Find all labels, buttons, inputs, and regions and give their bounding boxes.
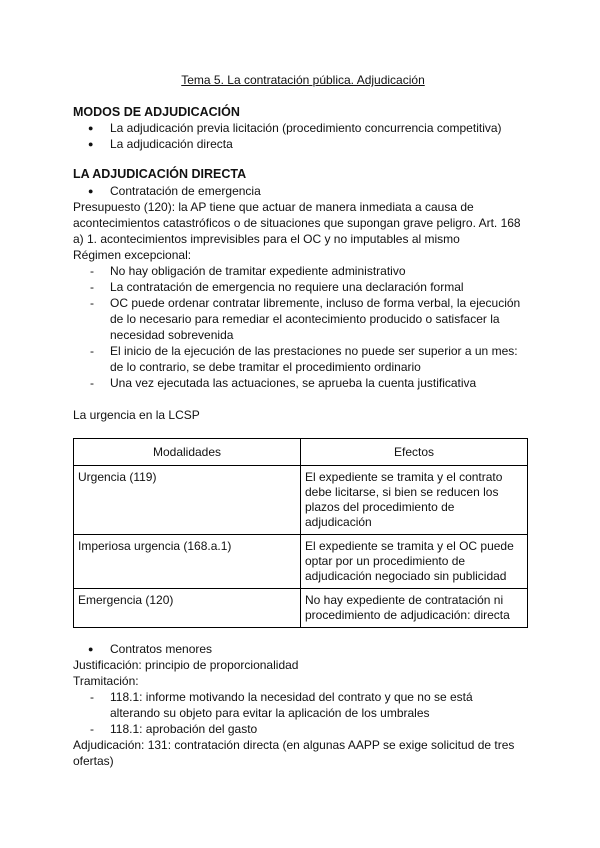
bullet-icon: ●: [88, 644, 94, 654]
section-heading-directa: LA ADJUDICACIÓN DIRECTA: [73, 167, 247, 181]
urgencia-table: [73, 438, 528, 628]
list-item: ● La adjudicación previa licitación (procedimiento concurrencia competitiva): [88, 121, 502, 135]
column-header-modalidades: Modalidades: [74, 439, 301, 466]
regimen-item: - Una vez ejecutada las actuaciones, se aprueba la cuenta justificativa: [90, 376, 477, 390]
presupuesto-line: a) 1. acontecimientos imprevisibles para el OC y no imputables al mismo: [73, 232, 460, 246]
dash-icon: -: [90, 344, 94, 358]
bullet-icon: ●: [88, 186, 94, 196]
adjudicacion-line: Adjudicación: 131: contratación directa (en algunas AAPP se exige solicitud de tres: [73, 738, 515, 752]
urgencia-label: La urgencia en la LCSP: [73, 408, 200, 422]
list-item: ● Contratación de emergencia: [88, 184, 261, 198]
table-row: [74, 466, 528, 535]
presupuesto-line: acontecimientos catastróficos o de situaciones que supongan grave peligro. Art. 168: [73, 216, 521, 230]
presupuesto-line: Presupuesto (120): la AP tiene que actuar de manera inmediata a causa de: [73, 200, 474, 214]
justificacion-line: Justificación: principio de proporcionalidad: [73, 658, 299, 672]
cell-efectos: El expediente se tramita y el contrato debe licitarse, si bien se reducen los plazos del procedimiento de adjudicación: [301, 466, 528, 535]
regimen-item: - No hay obligación de tramitar expediente administrativo: [90, 264, 406, 278]
table-header-row: [74, 439, 528, 466]
tramitacion-item: - 118.1: aprobación del gasto: [90, 722, 258, 736]
regimen-item: - La contratación de emergencia no requiere una declaración formal: [90, 280, 464, 294]
section-heading-modos: MODOS DE ADJUDICACIÓN: [73, 105, 240, 119]
dash-icon: -: [90, 722, 94, 736]
regimen-item: - El inicio de la ejecución de las prestaciones no puede ser superior a un mes: de lo contrario, se debe tramitar el procedimiento ordinario: [90, 344, 518, 374]
dash-icon: -: [90, 264, 94, 278]
cell-modalidad: Emergencia (120): [74, 589, 301, 628]
tramitacion-label: Tramitación:: [73, 674, 139, 688]
column-header-efectos: Efectos: [301, 439, 528, 466]
bullet-icon: ●: [88, 139, 94, 149]
table-row: [74, 589, 528, 628]
list-item: ● La adjudicación directa: [88, 137, 233, 151]
dash-icon: -: [90, 690, 94, 704]
dash-icon: -: [90, 376, 94, 390]
dash-icon: -: [90, 296, 94, 310]
cell-efectos: No hay expediente de contratación ni procedimiento de adjudicación: directa: [301, 589, 528, 628]
dash-icon: -: [90, 280, 94, 294]
regimen-label: Régimen excepcional:: [73, 248, 192, 262]
adjudicacion-line: ofertas): [73, 754, 114, 768]
cell-modalidad: Imperiosa urgencia (168.a.1): [74, 535, 301, 589]
tramitacion-item: - 118.1: informe motivando la necesidad del contrato y que no se está alterando su objeto para evitar la aplicación de los umbrales: [90, 690, 473, 720]
regimen-item: - OC puede ordenar contratar libremente, incluso de forma verbal, la ejecución de lo necesario para remediar el acontecimiento producido o satisfacer la necesidad sobrevenida: [90, 296, 521, 342]
list-item: ● Contratos menores: [88, 642, 213, 656]
cell-efectos: El expediente se tramita y el OC puede optar por un procedimiento de adjudicación negociado sin publicidad: [301, 535, 528, 589]
table-row: [74, 535, 528, 589]
page-title: Tema 5. La contratación pública. Adjudicación: [181, 73, 425, 87]
bullet-icon: ●: [88, 123, 94, 133]
cell-modalidad: Urgencia (119): [74, 466, 301, 535]
